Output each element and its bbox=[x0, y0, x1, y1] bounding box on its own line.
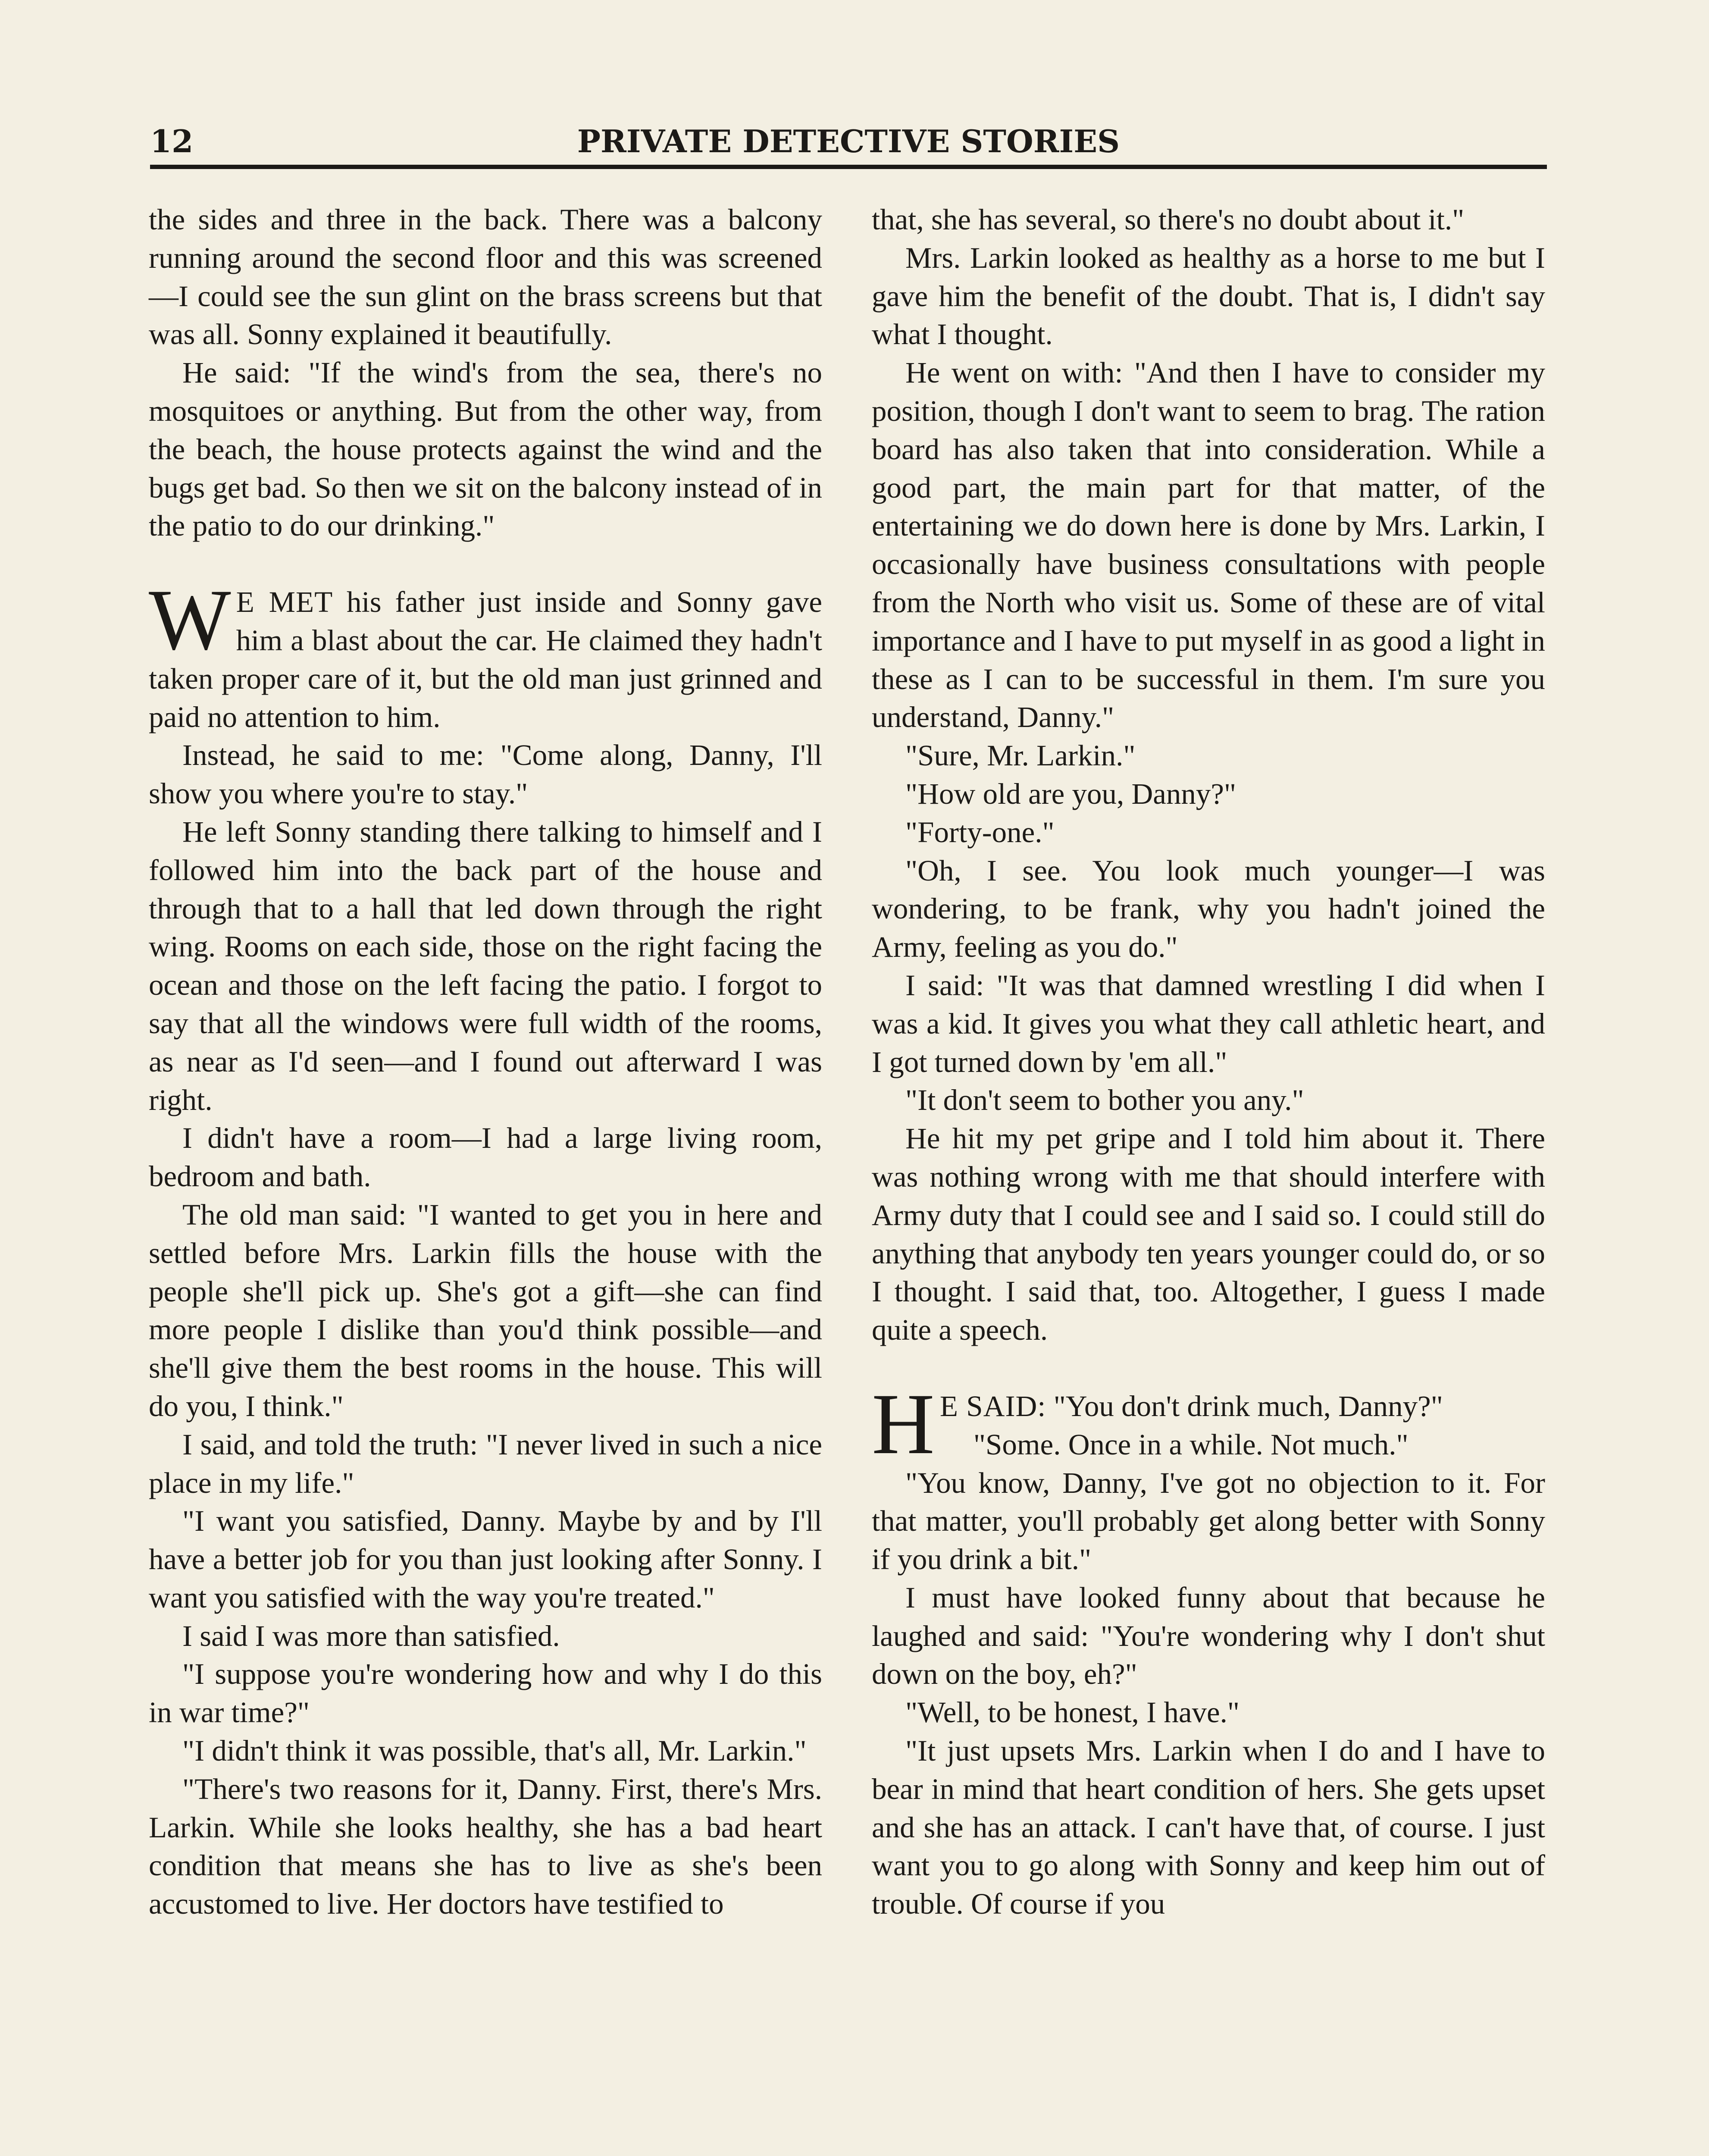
paragraph: "Some. Once in a while. Not much." bbox=[973, 1428, 1409, 1461]
drop-cap: H bbox=[872, 1375, 935, 1472]
small-caps-lead: E MET bbox=[236, 586, 333, 619]
paragraph: the sides and three in the back. There was a balcony running around the second floor and this was screened—I could see the sun glint on the brass screens but that was all. Sonny explained it beautifully. bbox=[149, 203, 822, 351]
paragraph: The old man said: "I wanted to get you in here and settled before Mrs. Larkin fills the house with the people she'll pick up. She's got a gift—she can find more people I dislike than you'd think possible—and she'll give them the best rooms in the house. This will do you, I think." bbox=[149, 1198, 822, 1423]
drop-cap: W bbox=[149, 571, 231, 668]
paragraph: "It just upsets Mrs. Larkin when I do and I have to bear in mind that heart condition of hers. She gets upset and she has an attack. I can't have that, of course. I just want you to go along with Sonny and keep him out of trouble. Of course if you bbox=[872, 1734, 1545, 1921]
paragraph-text: "You don't drink much, Danny?" bbox=[1046, 1389, 1443, 1423]
paragraph-text: his father just inside and Sonny gave him a blast about the car. He claimed they hadn't taken proper care of it, but the old man just grinned and paid no attention to him. bbox=[149, 586, 822, 733]
paragraph: I must have looked funny about that because he laughed and said: "You're wondering why I don't shut down on the boy, eh?" bbox=[872, 1581, 1545, 1691]
page-header bbox=[150, 116, 1547, 164]
small-caps-lead: E SAID: bbox=[939, 1389, 1046, 1423]
section-opening-paragraph bbox=[149, 571, 822, 736]
paragraph: "I didn't think it was possible, that's all, Mr. Larkin." bbox=[182, 1734, 807, 1767]
paragraph: that, she has several, so there's no doubt about it." bbox=[872, 203, 1465, 236]
paragraph: I said: "It was that damned wrestling I did when I was a kid. It gives you what they call athletic heart, and I got turned down by 'em all." bbox=[872, 968, 1545, 1078]
paragraph: "There's two reasons for it, Danny. First, there's Mrs. Larkin. While she looks healthy, she has a bad heart condition that means she has to live as she's been accustomed to live. Her doctors have testified to bbox=[149, 1772, 822, 1921]
paragraph: Mrs. Larkin looked as healthy as a horse to me but I gave him the benefit of the doubt. That is, I didn't say what I thought. bbox=[872, 241, 1545, 351]
paragraph: He went on with: "And then I have to consider my position, though I don't want to seem to brag. The ration board has also taken that into consideration. While a good part, the main part for that matter, of the entertaining we do down here is done by Mrs. Larkin, I occasionally have business consultations with people from the North who visit us. Some of these are of vital importance and I have to put myself in as good a light in these as I can to be successful in them. I'm sure you understand, Danny." bbox=[872, 356, 1545, 734]
paragraph: "I suppose you're wondering how and why I do this in war time?" bbox=[149, 1658, 822, 1729]
paragraph: "I want you satisfied, Danny. Maybe by and by I'll have a better job for you than just looking after Sonny. I want you satisfied with the way you're treated." bbox=[149, 1504, 822, 1614]
running-title: PRIVATE DETECTIVE STORIES bbox=[577, 123, 1120, 160]
paragraph: I said I was more than satisfied. bbox=[182, 1619, 560, 1652]
left-column bbox=[149, 201, 822, 1923]
paragraph: "Sure, Mr. Larkin." bbox=[905, 739, 1136, 772]
paragraph: "It don't seem to bother you any." bbox=[905, 1084, 1304, 1117]
page-number: 12 bbox=[150, 123, 194, 160]
paragraph: "How old are you, Danny?" bbox=[905, 777, 1236, 810]
paragraph: He said: "If the wind's from the sea, there's no mosquitoes or anything. But from the other way, from the beach, the house protects against the wind and the bugs get bad. So then we sit on the balcony instead of in the patio to do our drinking." bbox=[149, 356, 822, 542]
paragraph: "Oh, I see. You look much younger—I was wondering, to be frank, why you hadn't joined the Army, feeling as you do." bbox=[872, 854, 1545, 964]
paragraph: "You know, Danny, I've got no objection to it. For that matter, you'll probably get along better with Sonny if you drink a bit." bbox=[872, 1466, 1545, 1576]
paragraph: I said, and told the truth: "I never lived in such a nice place in my life." bbox=[149, 1428, 822, 1499]
paragraph: He left Sonny standing there talking to himself and I followed him into the back part of the house and through that to a hall that led down through the right wing. Rooms on each side, those on the right facing the ocean and those on the left facing the patio. I forgot to say that all the windows were full width of the rooms, as near as I'd seen—and I found out afterward I was right. bbox=[149, 815, 822, 1116]
right-column bbox=[872, 201, 1545, 1923]
header-rule bbox=[150, 165, 1547, 169]
paragraph: Instead, he said to me: "Come along, Danny, I'll show you where you're to stay." bbox=[149, 739, 822, 810]
paragraph: "Well, to be honest, I have." bbox=[905, 1696, 1240, 1729]
paragraph: He hit my pet gripe and I told him about it. There was nothing wrong with me that should interfere with Army duty that I could see and I said so. I could still do anything that anybody ten years younger could do, or so I thought. I said that, too. Altogether, I guess I made quite a speech. bbox=[872, 1122, 1545, 1347]
paragraph: "Forty-one." bbox=[905, 815, 1055, 849]
paragraph: I didn't have a room—I had a large living room, bedroom and bath. bbox=[149, 1122, 822, 1193]
